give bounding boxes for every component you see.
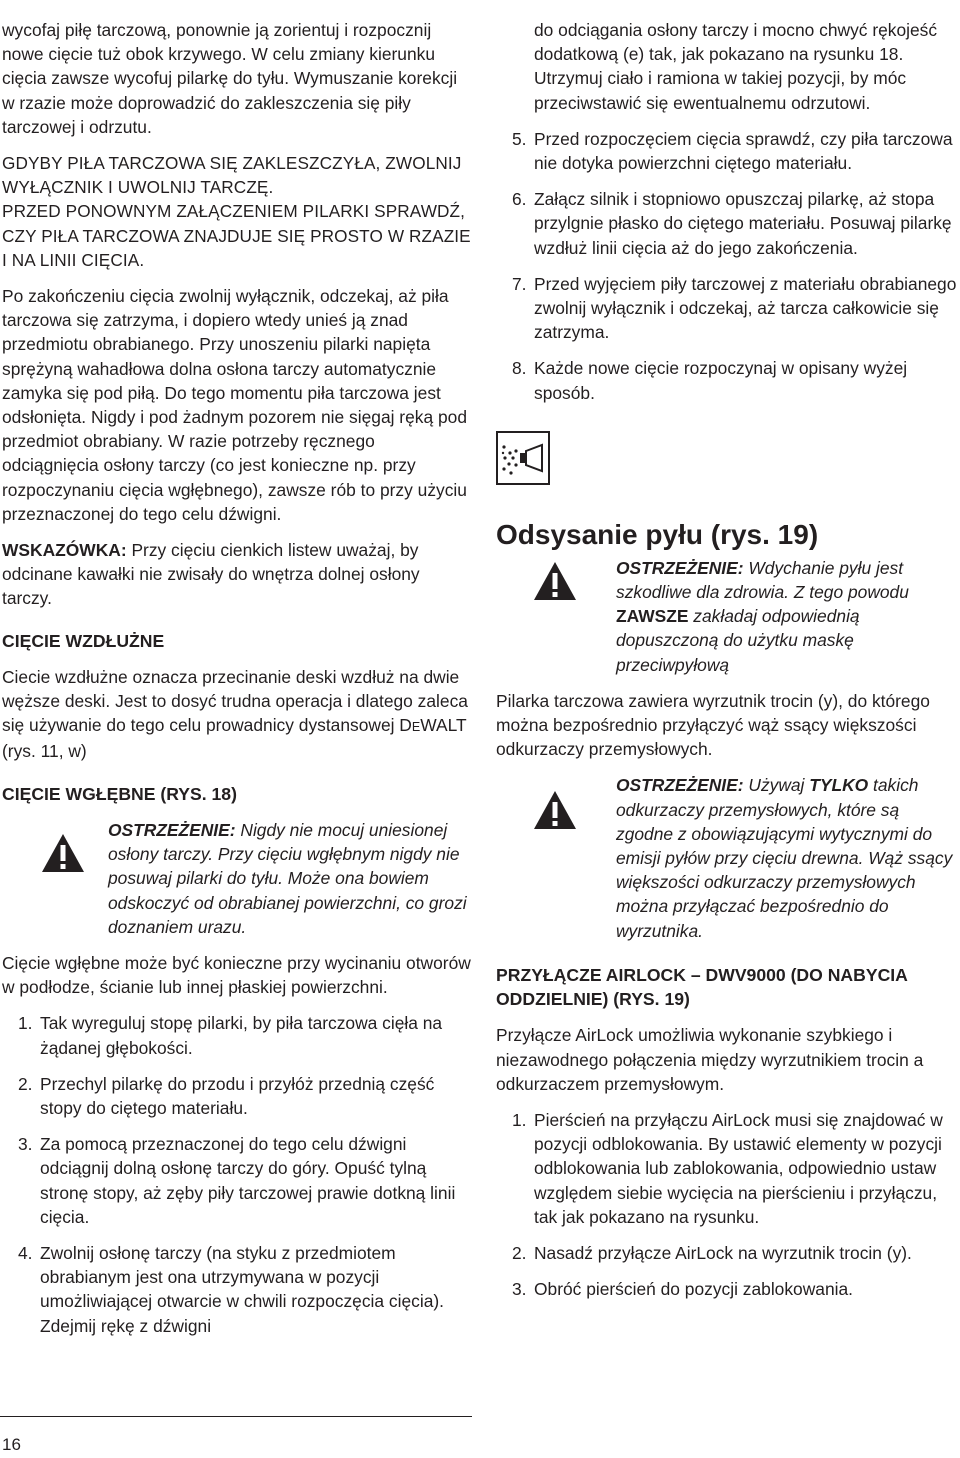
plunge-steps-list [2,1011,472,1337]
hint-paragraph [2,538,472,611]
airlock-heading: PRZYŁĄCZE AIRLOCK – DWV9000 (DO NABYCIA ODDZIELNIE) (RYS. 19) [496,964,908,1010]
warning-label: OSTRZEŻENIE: [616,557,744,578]
rip-cut-text: Ciecie wzdłużne oznacza przecinanie deski wzdłuż na dwie węższe deski. Jest to dosyć trudna operacja i dlatego zaleca się używanie do tego celu prowadnicy dystansowej D [2,666,468,736]
step-number-blank [496,18,534,115]
left-column [2,18,472,1338]
step-number: 5. [512,128,527,149]
intro-paragraph: wycofaj piłę tarczową, ponownie ją zorientuj i rozpocznij nowe cięcie tuż obok krzywego. W celu zmiany kierunku cięcia zawsze wycofuj pilarkę do tyłu. Wymuszanie korekcji w rzazie może doprowadzić do zakleszczenia się piły tarczowej i odrzutu. [2,20,458,137]
step-number: 7. [512,273,527,294]
step-text: Pierścień na przyłączu AirLock musi się znajdować w pozycji odblokowania. By ustawić elementy w pozycji odblokowania lub zablokowania, odpowiednio ustaw względem siebie wycięcia na pierścieniu i przyłączu, tak jak pokazano na rysunku. [534,1109,943,1227]
right-column [496,18,958,1301]
continued-step-list [496,18,958,405]
list-item [496,1277,958,1301]
hint-label: WSKAZÓWKA: [2,540,127,561]
step-number: 1. [512,1109,527,1130]
warning-label: OSTRZEŻENIE: [108,819,236,840]
caps-warning-2: PRZED PONOWNYM ZAŁĄCZENIEM PILARKI SPRAWDŹ, CZY PIŁA TARCZOWA ZNAJDUJE SIĘ PROSTO W RZAZIE I NA LINII CIĘCIA. [2,201,471,270]
plunge-cut-paragraph: Cięcie wgłębne może być konieczne przy wycinaniu otworów w podłodze, ścianie lub innej płaskiej powierzchni. [2,952,471,998]
list-item [496,1108,958,1229]
list-item [496,127,958,175]
vacuum-warning-text [616,773,958,942]
step-text: Każde nowe cięcie rozpoczynaj w opisany wyżej sposób. [534,358,908,403]
list-item [496,1241,958,1265]
warning-body: takich odkurzaczy przemysłowych, które są zgodne z obowiązującymi wytycznymi do emisji pyłów przy cięciu drewna. Wąż ssący większości odkurzaczy przemysłowych można przyłączać bezpośrednio do wyrzutnika. [616,775,953,941]
plunge-warning-text [108,818,472,939]
step-number: 8. [512,358,527,379]
step-text: Przechyl pilarkę do przodu i przyłóż przednią część stopy do ciętego materiału. [40,1073,435,1118]
after-cut-paragraph: Po zakończeniu cięcia zwolnij wyłącznik, odczekaj, aż piła tarczowa się zatrzyma, i dopiero wtedy unieś ją znad przedmiotu obrabianego. Przy unoszeniu pilarki napięta sprężyną wahadłowa dolna osłona tarczy automatycznie zamyka się pod piłą. Do tego momentu piła tarczowa jest odsłonięta. Nigdy i pod żadnym pozorem nie sięgaj ręką pod przedmiot obrabiany. W razie potrzeby ręcznego odciągnięcia osłony tarczy (co jest konieczne np. przy rozpoczynaniu cięcia wgłębnego), zawsze rób to przy użyciu przeznaczonej do tego celu dźwigni. [2,286,467,524]
caps-warning-1: GDYBY PIŁA TARCZOWA SIĘ ZAKLESZCZYŁA, ZWOLNIJ WYŁĄCZNIK I UWOLNIJ TARCZĘ. [2,153,462,198]
step-number: 4. [18,1242,33,1263]
warning-body: Nigdy nie mocuj uniesionej osłony tarczy. Przy cięciu wgłębnym nigdy nie posuwaj pilarki do tyłu. Może ona bowiem odskoczyć od obrabianej powierzchni, co grozi doznaniem urazu. [108,819,467,937]
warning-triangle-icon [532,789,578,836]
dust-heading: Odsysanie pyłu (rys. 19) [496,518,819,550]
warning-body: Używaj [743,775,810,796]
warning-label: OSTRZEŻENIE: [616,775,744,796]
list-item [2,1132,472,1229]
step-number: 2. [18,1073,33,1094]
step-number: 6. [512,189,527,210]
list-item [496,272,958,345]
step-number: 2. [512,1242,527,1263]
page-number: 16 [2,1435,21,1454]
warning-body: zakładaj odpowiednią dopuszczoną do użytku maskę przeciwpyłową [616,606,860,675]
step-text: Za pomocą przeznaczonej do tego celu dźwigni odciągnij dolną osłonę tarczy do góry. Opuść tylną stronę stopy, aż zęby piły tarczowej prawie dotkną linii cięcia. [40,1134,456,1227]
step-text: Załącz silnik i stopniowo opuszczaj pilarkę, aż stopa przylgnie płasko do ciętego materiału. Posuwaj pilarkę wzdłuż linii cięcia aż do jego zakończenia. [534,189,952,258]
step-number: 1. [18,1013,33,1034]
warning-body: Wdychanie pyłu jest szkodliwe dla zdrowia. Z tego powodu [616,557,909,603]
brand-rest: WALT (rys. 11, w) [2,715,467,762]
list-item [2,1072,472,1120]
list-item [496,356,958,404]
dust-warning-text [616,556,958,677]
rip-cut-heading: CIĘCIE WZDŁUŻNE [2,630,165,651]
plunge-cut-heading: CIĘCIE WGŁĘBNE (RYS. 18) [2,783,237,804]
list-item [496,187,958,260]
step-text: Tak wyreguluj stopę pilarki, by piła tarczowa cięła na żądanej głębokości. [40,1013,443,1058]
warning-triangle-icon [40,832,86,879]
warning-triangle-icon [532,560,578,607]
step-text: Zwolnij osłonę tarczy (na styku z przedmiotem obrabianym jest ona utrzymywana w pozycji umożliwiającej otwarcie w chwili rozpoczęcia cięcia). Zdejmij rękę z dźwigni [40,1242,444,1336]
step-continuation-text: do odciągania osłony tarczy i mocno chwyć rękojeść dodatkową (e) tak, jak pokazano na rysunku 18. Utrzymuj ciało i ramiona w takiej pozycji, by móc przeciwstawić się ewentualnemu odrzutowi. [534,20,938,113]
list-item [496,18,958,115]
step-number: 3. [512,1279,527,1300]
warning-emphasis: TYLKO [809,775,869,796]
brand-small-letter: E [411,720,421,735]
step-text: Przed rozpoczęciem cięcia sprawdź, czy piła tarczowa nie dotyka powierzchni ciętego materiału. [534,128,953,174]
airlock-paragraph: Przyłącze AirLock umożliwia wykonanie szybkiego i niezawodnego połączenia między wyrzutnikiem trocin a odkurzaczem przemysłowym. [496,1025,924,1094]
vacuum-warning [496,773,958,942]
list-item [2,1011,472,1059]
step-number: 3. [18,1134,33,1155]
step-text: Nasadź przyłącze AirLock na wyrzutnik trocin (y). [534,1242,912,1263]
list-item [2,1241,472,1338]
warning-emphasis: ZAWSZE [616,606,689,627]
plunge-warning [2,818,472,939]
dust-extraction-icon [496,431,958,490]
step-text: Przed wyjęciem piły tarczowej z materiału obrabianego zwolnij wyłącznik i odczekaj, aż tarcza całkowicie się zatrzyma. [534,273,957,343]
dust-warning [496,556,958,677]
dust-paragraph: Pilarka tarczowa zawiera wyrzutnik trocin (y), do którego można bezpośrednio przyłączyć wąż ssący większości odkurzaczy przemysłowych. [496,690,930,760]
rip-cut-paragraph [2,665,472,764]
footer-rule [0,1416,472,1417]
step-text: Obróć pierścień do pozycji zablokowania. [534,1279,853,1300]
airlock-steps-list [496,1108,958,1301]
hint-text: Przy cięciu cienkich listew uważaj, by odcinane kawałki nie zwisały do wnętrza dolnej osłony tarczy. [2,540,420,609]
